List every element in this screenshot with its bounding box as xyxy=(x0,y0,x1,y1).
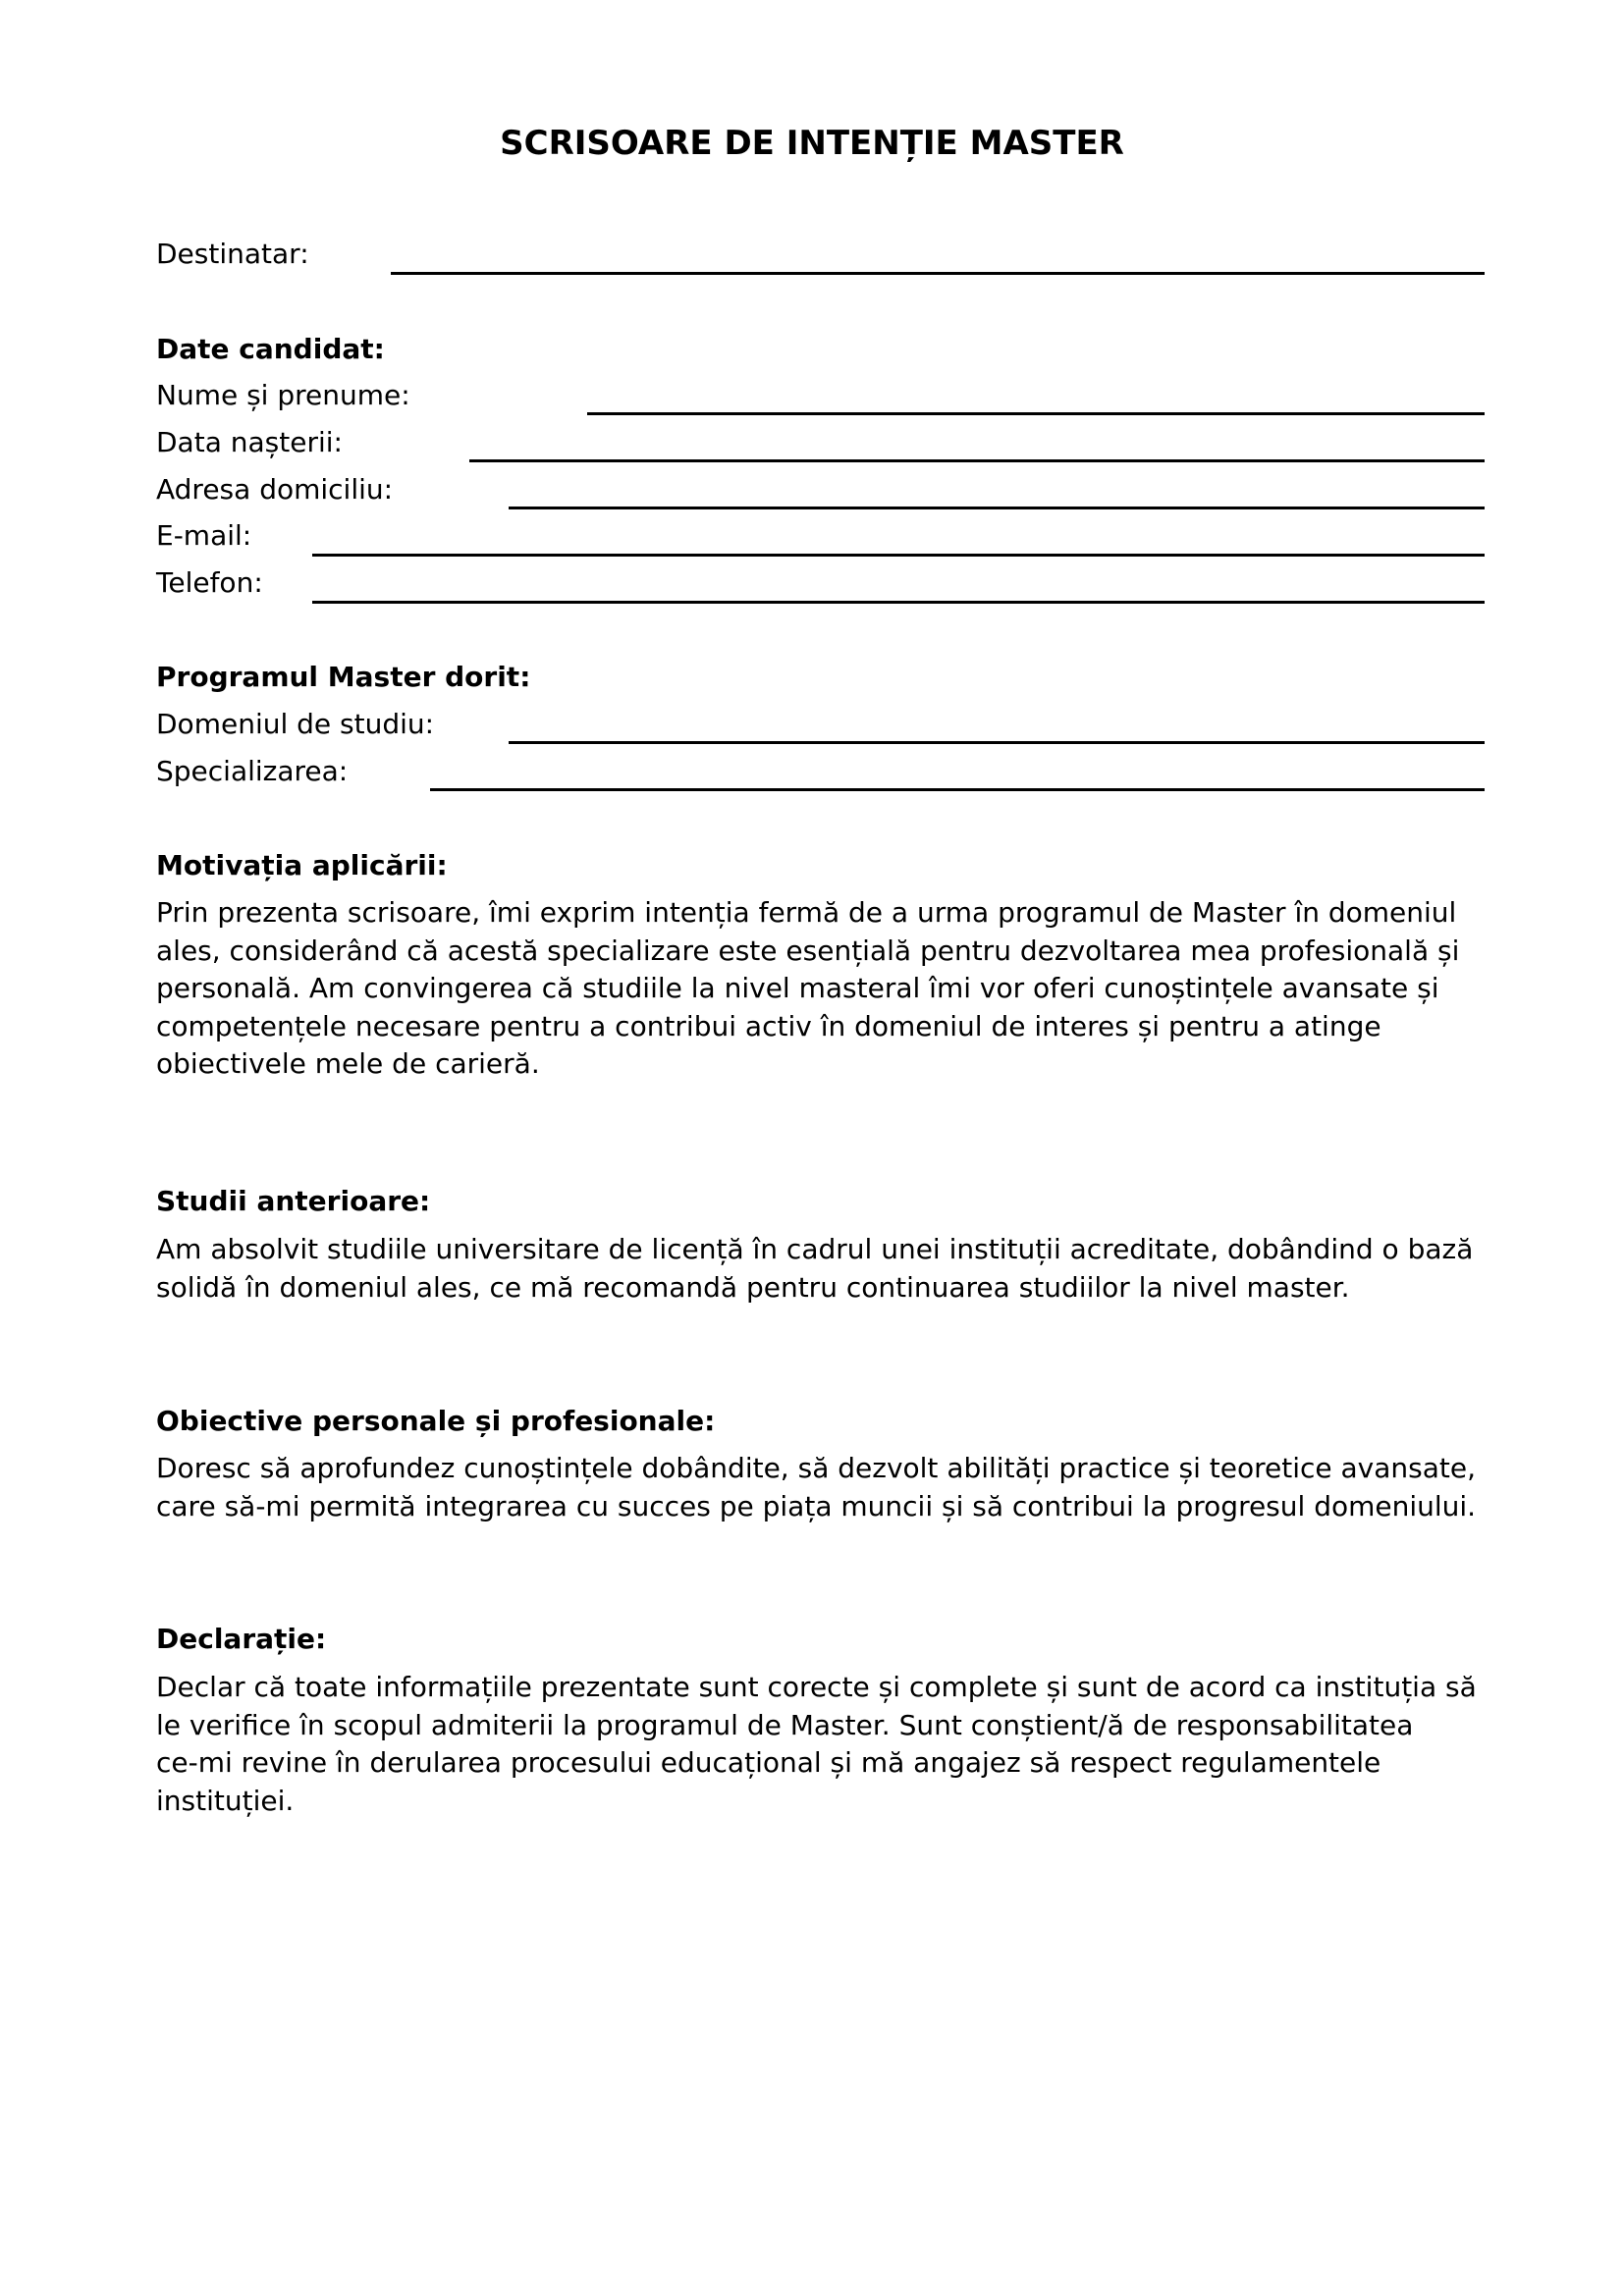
address-label: Adresa domiciliu: xyxy=(156,473,394,506)
paragraph-line: instituției. xyxy=(156,1784,295,1817)
paragraph-line: Doresc să aprofundez cunoștințele dobândite, să dezvolt abilități practice și teoretice avansate, xyxy=(156,1452,1476,1484)
previous-studies-heading: Studii anterioare: xyxy=(156,1185,431,1217)
birth-date-field-line[interactable] xyxy=(469,459,1485,462)
paragraph-line: care să-mi permită integrarea cu succes pe piața muncii și să contribui la progresul domeniului. xyxy=(156,1489,1477,1522)
phone-label: Telefon: xyxy=(156,566,263,599)
specialization-field-line[interactable] xyxy=(430,788,1485,791)
paragraph-line: ales, considerând că acestă specializare este esențială pentru dezvoltarea mea profesională și xyxy=(156,934,1460,967)
paragraph-line: obiectivele mele de carieră. xyxy=(156,1047,540,1080)
objectives-heading: Obiective personale și profesionale: xyxy=(156,1405,716,1437)
objectives-paragraph xyxy=(156,1450,1491,1525)
name-label: Nume și prenume: xyxy=(156,379,410,411)
recipient-field-line[interactable] xyxy=(391,272,1485,275)
email-label: E-mail: xyxy=(156,519,252,552)
paragraph-line: Prin prezenta scrisoare, îmi exprim intenția fermă de a urma programul de Master în domeniul xyxy=(156,896,1457,929)
study-field-line[interactable] xyxy=(509,741,1485,744)
candidate-heading: Date candidat: xyxy=(156,333,385,365)
paragraph-line: competențele necesare pentru a contribui activ în domeniul de interes și pentru a atinge xyxy=(156,1009,1381,1042)
phone-field-line[interactable] xyxy=(312,601,1485,604)
motivation-heading: Motivația aplicării: xyxy=(156,849,448,881)
recipient-label: Destinatar: xyxy=(156,238,309,270)
page-title: SCRISOARE DE INTENȚIE MASTER xyxy=(500,124,1124,163)
address-field-line[interactable] xyxy=(509,507,1485,509)
program-heading: Programul Master dorit: xyxy=(156,661,531,693)
paragraph-line: Declar că toate informațiile prezentate sunt corecte și complete și sunt de acord ca instituția să xyxy=(156,1671,1477,1703)
declaration-heading: Declarație: xyxy=(156,1623,327,1655)
name-field-line[interactable] xyxy=(587,412,1485,415)
previous-studies-paragraph xyxy=(156,1231,1491,1307)
paragraph-line: ce-mi revine în derularea procesului educațional și mă angajez să respect regulamentele xyxy=(156,1746,1381,1779)
declaration-paragraph xyxy=(156,1669,1491,1820)
paragraph-line: le verifice în scopul admiterii la programul de Master. Sunt conștient/ă de responsabilitatea xyxy=(156,1708,1414,1741)
email-field-line[interactable] xyxy=(312,554,1485,557)
study-field-label: Domeniul de studiu: xyxy=(156,708,435,740)
paragraph-line: personală. Am convingerea că studiile la nivel masteral îmi vor oferi cunoștințele avansate și xyxy=(156,972,1439,1004)
birth-date-label: Data nașterii: xyxy=(156,426,343,458)
motivation-paragraph xyxy=(156,894,1491,1084)
paragraph-line: Am absolvit studiile universitare de licență în cadrul unei instituții acreditate, dobândind o bază xyxy=(156,1233,1474,1265)
specialization-label: Specializarea: xyxy=(156,755,349,787)
paragraph-line: solidă în domeniul ales, ce mă recomandă pentru continuarea studiilor la nivel master. xyxy=(156,1270,1350,1304)
